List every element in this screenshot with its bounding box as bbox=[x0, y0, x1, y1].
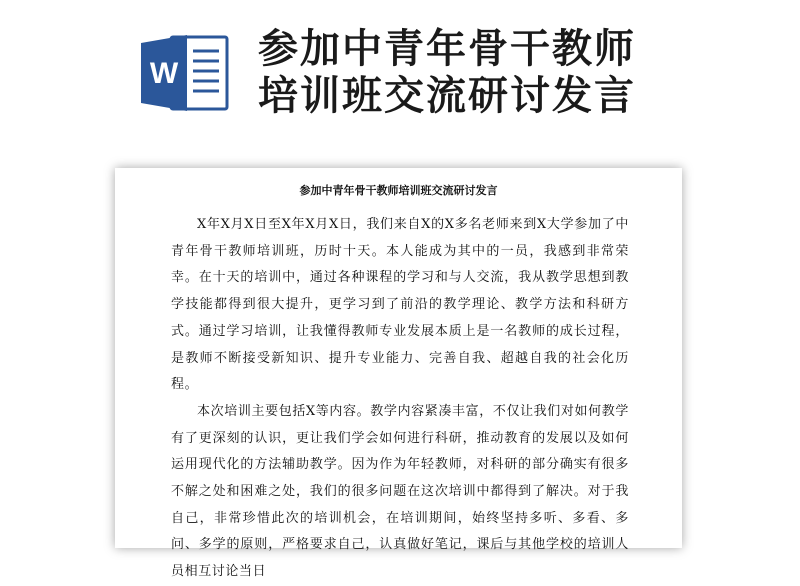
word-document-icon bbox=[141, 33, 229, 113]
header-banner bbox=[0, 0, 800, 150]
page-title bbox=[258, 26, 778, 120]
document-title: 参加中青年骨干教师培训班交流研讨发言 bbox=[299, 184, 498, 197]
paragraph: X年X月X日至X年X月X日，我们来自X的X多名老师来到X大学参加了中青年骨干教师培训班，历时十天。本人能成为其中的一员，我感到非常荣幸。在十天的培训中，通过各种课程的学习和与人交流，我从教学思想到教学技能都得到很大提升，更学习到了前沿的教学理论、教学方法和科研方式。通过学习培训，让我懂得教师专业发展本质上是一名教师的成长过程，是教师不断接受新知识、提升专业能力、完善自我、超越自我的社会化历程。 bbox=[171, 217, 629, 393]
document-page bbox=[115, 168, 682, 580]
title-line-2: 培训班交流研讨发言 bbox=[258, 73, 636, 119]
svg-text:W: W bbox=[149, 57, 179, 90]
title-line-1: 参加中青年骨干教师 bbox=[258, 26, 636, 72]
document-body bbox=[171, 212, 629, 586]
paragraph: 本次培训主要包括X等内容。教学内容紧凑丰富，不仅让我们对如何教学有了更深刻的认识，更让我们学会如何进行科研，推动教育的发展以及如何运用现代化的方法辅助教学。因为作为年轻教师，对科研的部分确实有很多不解之处和困难之处，我们的很多问题在这次培训中都得到了解决。对于我自己，非常珍惜此次的培训机会，在培训期间，始终坚持多听、多看、多问、多学的原则，严格要求自己，认真做好笔记，课后与其他学校的培训人员相互讨论当日 bbox=[171, 403, 629, 580]
